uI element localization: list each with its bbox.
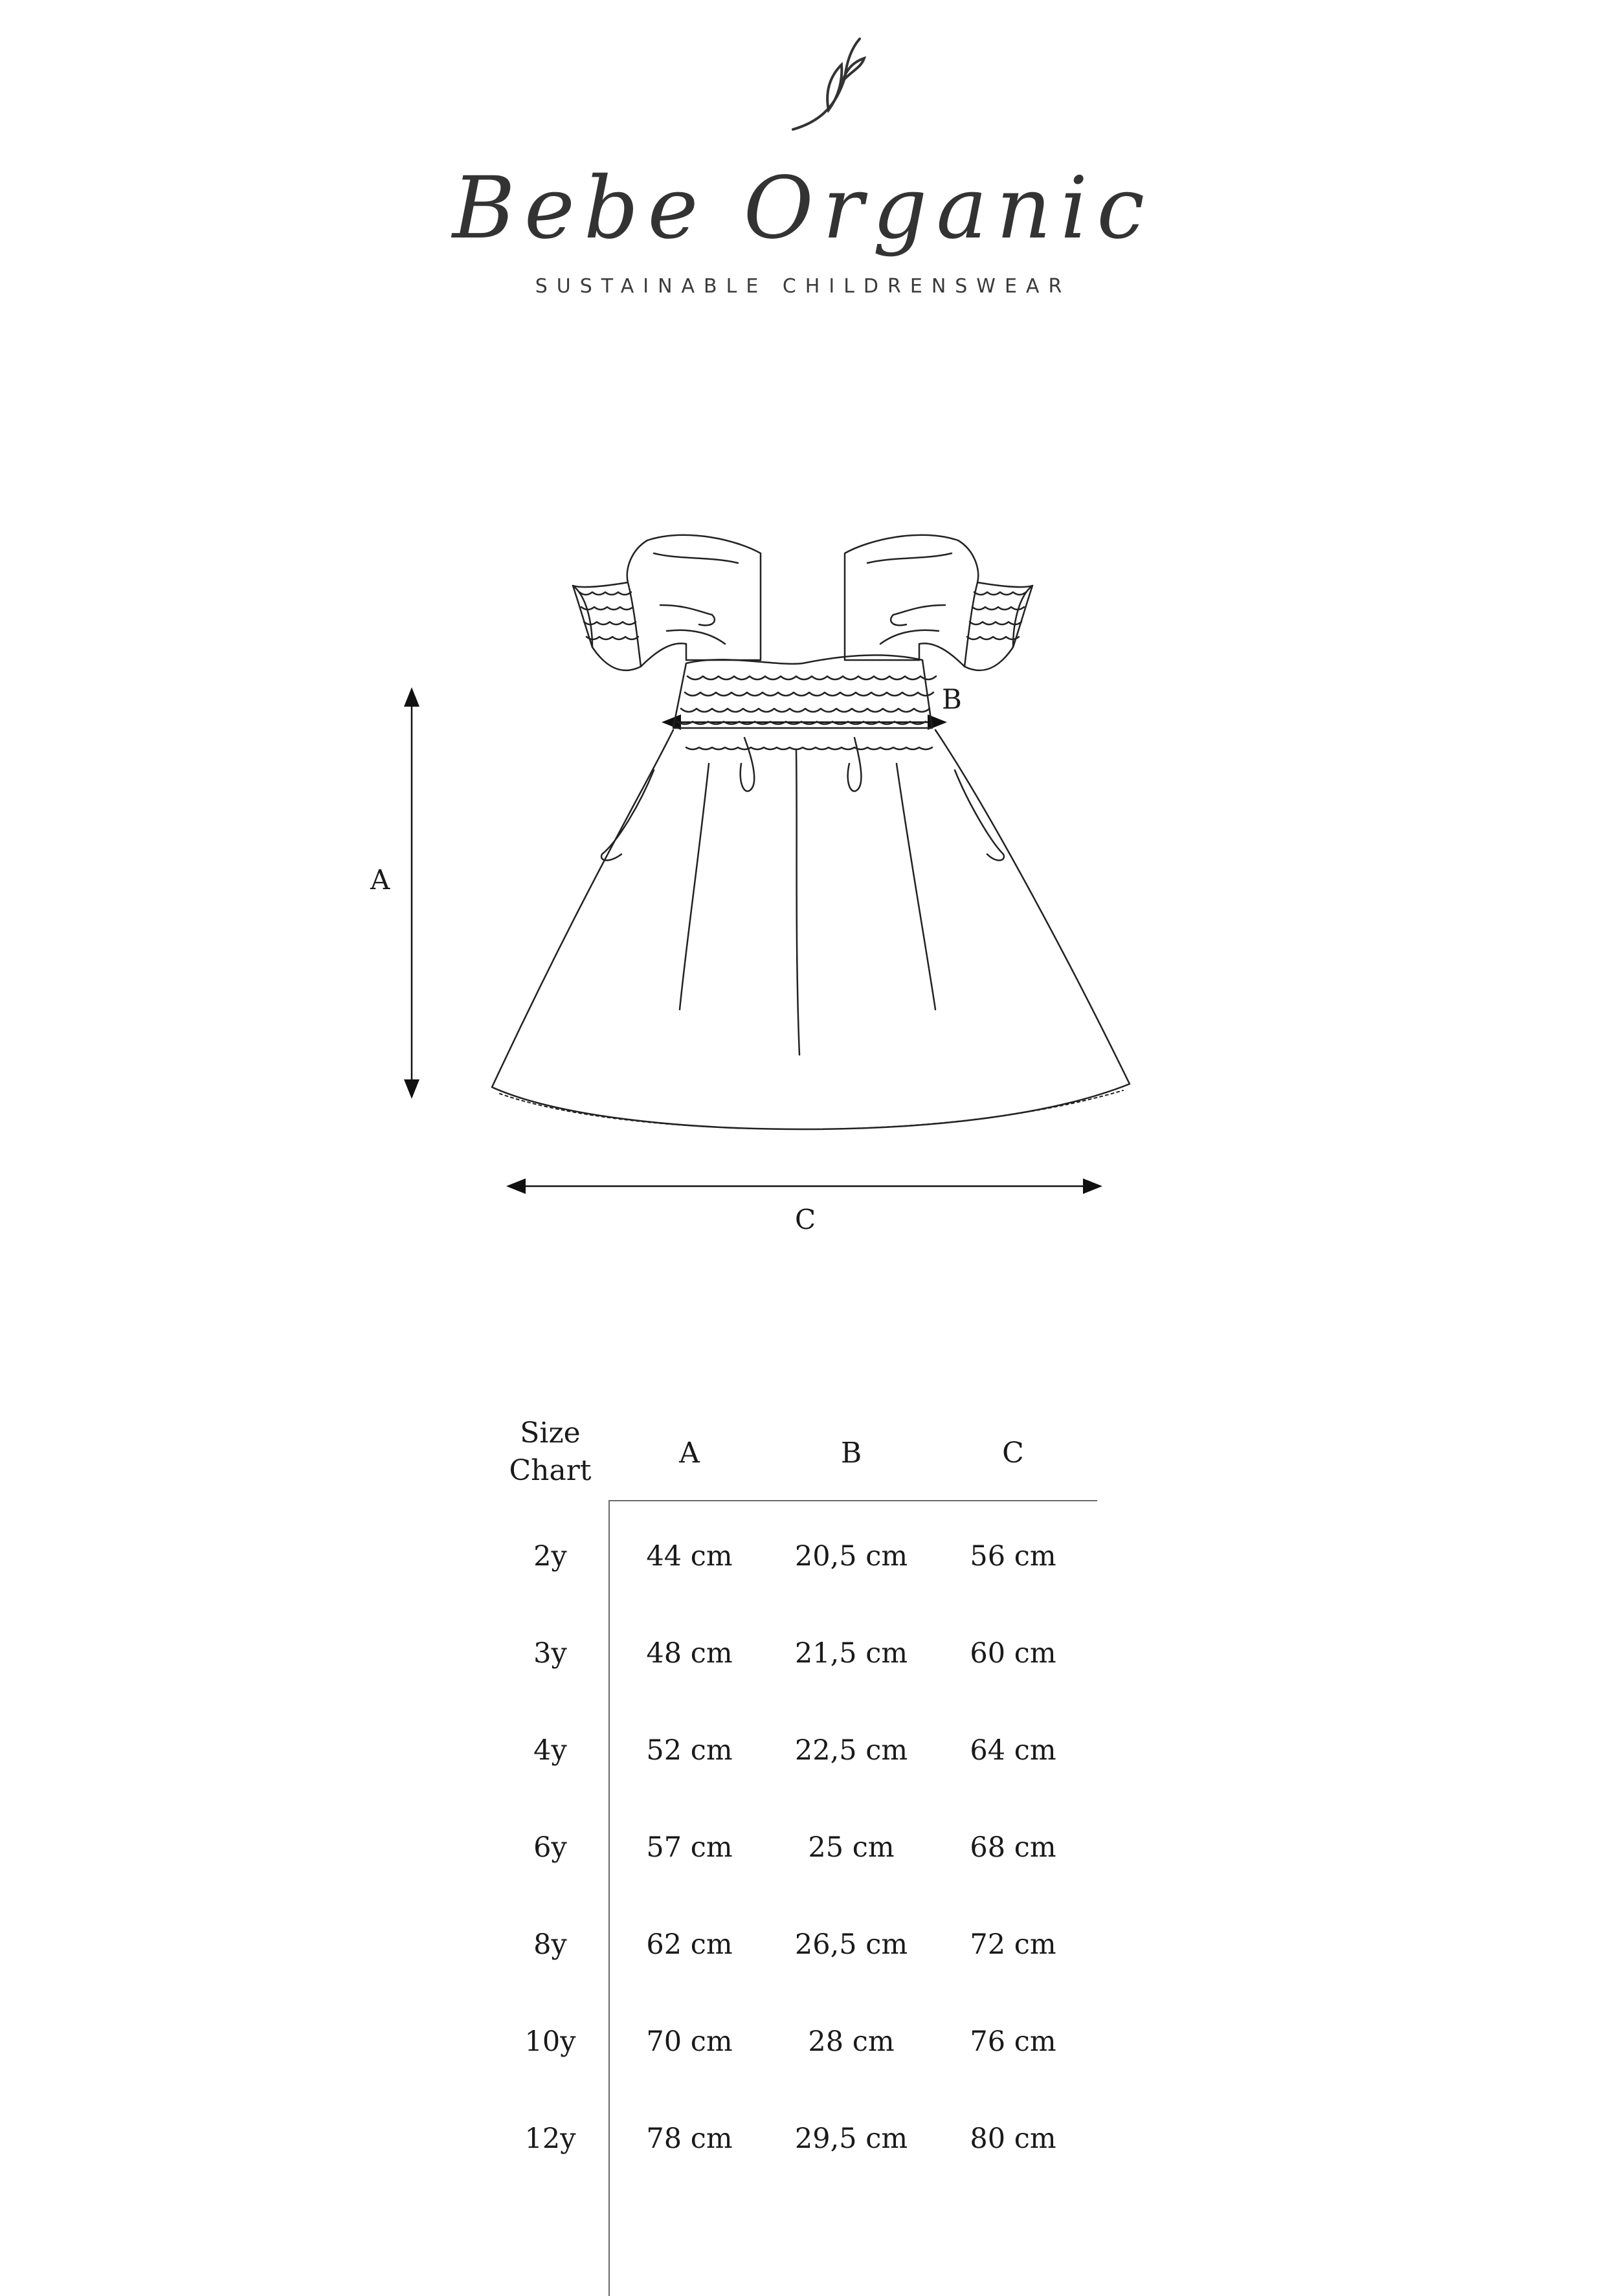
row-value-a: 44 cm xyxy=(646,1540,733,1573)
row-value-a: 57 cm xyxy=(646,1831,733,1864)
row-value-a: 62 cm xyxy=(646,1928,733,1961)
header-col-a: A xyxy=(679,1437,700,1470)
dress-diagram xyxy=(0,492,1606,1268)
table-row xyxy=(492,1508,1113,1605)
row-value-b: 28 cm xyxy=(808,2026,895,2058)
brand-name: Bebe Organic xyxy=(452,159,1154,258)
table-row xyxy=(492,1993,1113,2090)
header-size-line1: Size xyxy=(520,1417,581,1450)
dress-skirt xyxy=(492,730,1130,1129)
row-value-c: 60 cm xyxy=(970,1637,1056,1670)
row-value-a: 48 cm xyxy=(646,1637,733,1670)
table-row xyxy=(492,1702,1113,1799)
row-value-c: 72 cm xyxy=(970,1928,1056,1961)
row-value-c: 80 cm xyxy=(970,2123,1056,2155)
row-value-c: 56 cm xyxy=(970,1540,1056,1573)
leaf-sprig-icon xyxy=(790,32,867,136)
brand-header xyxy=(0,0,1606,337)
row-value-a: 78 cm xyxy=(646,2123,733,2155)
row-value-b: 21,5 cm xyxy=(794,1637,908,1670)
row-value-a: 52 cm xyxy=(646,1734,733,1767)
row-value-c: 64 cm xyxy=(970,1734,1056,1767)
row-size: 3y xyxy=(533,1637,567,1670)
row-value-b: 20,5 cm xyxy=(794,1540,908,1573)
row-value-b: 22,5 cm xyxy=(794,1734,908,1767)
header-col-b: B xyxy=(840,1437,862,1470)
table-header-row xyxy=(492,1404,1113,1501)
brand-tagline: SUSTAINABLE CHILDRENSWEAR xyxy=(535,275,1071,298)
row-value-b: 26,5 cm xyxy=(794,1928,908,1961)
table-row xyxy=(492,1799,1113,1896)
header-col-c: C xyxy=(1002,1437,1024,1470)
row-value-c: 76 cm xyxy=(970,2026,1056,2058)
dress-line-drawing xyxy=(0,492,1606,1268)
row-size: 4y xyxy=(533,1734,567,1767)
table-row xyxy=(492,1896,1113,1993)
table-row xyxy=(492,2090,1113,2187)
table-row xyxy=(492,1605,1113,1702)
row-size: 12y xyxy=(524,2123,576,2155)
row-value-b: 29,5 cm xyxy=(794,2123,908,2155)
header-size-line2: Chart xyxy=(509,1454,592,1487)
dimension-b-label: B xyxy=(942,683,962,715)
dimension-a-label: A xyxy=(370,864,390,896)
row-size: 10y xyxy=(524,2026,576,2058)
dimension-c-label: C xyxy=(795,1204,816,1235)
row-value-a: 70 cm xyxy=(646,2026,733,2058)
header-divider-line xyxy=(608,1500,1097,1501)
row-size: 8y xyxy=(533,1928,567,1961)
header-size-chart xyxy=(492,1415,608,1490)
row-value-b: 25 cm xyxy=(808,1831,895,1864)
row-value-c: 68 cm xyxy=(970,1831,1056,1864)
smocked-bodice xyxy=(673,655,932,728)
row-size: 6y xyxy=(533,1831,567,1864)
row-size: 2y xyxy=(533,1540,567,1573)
